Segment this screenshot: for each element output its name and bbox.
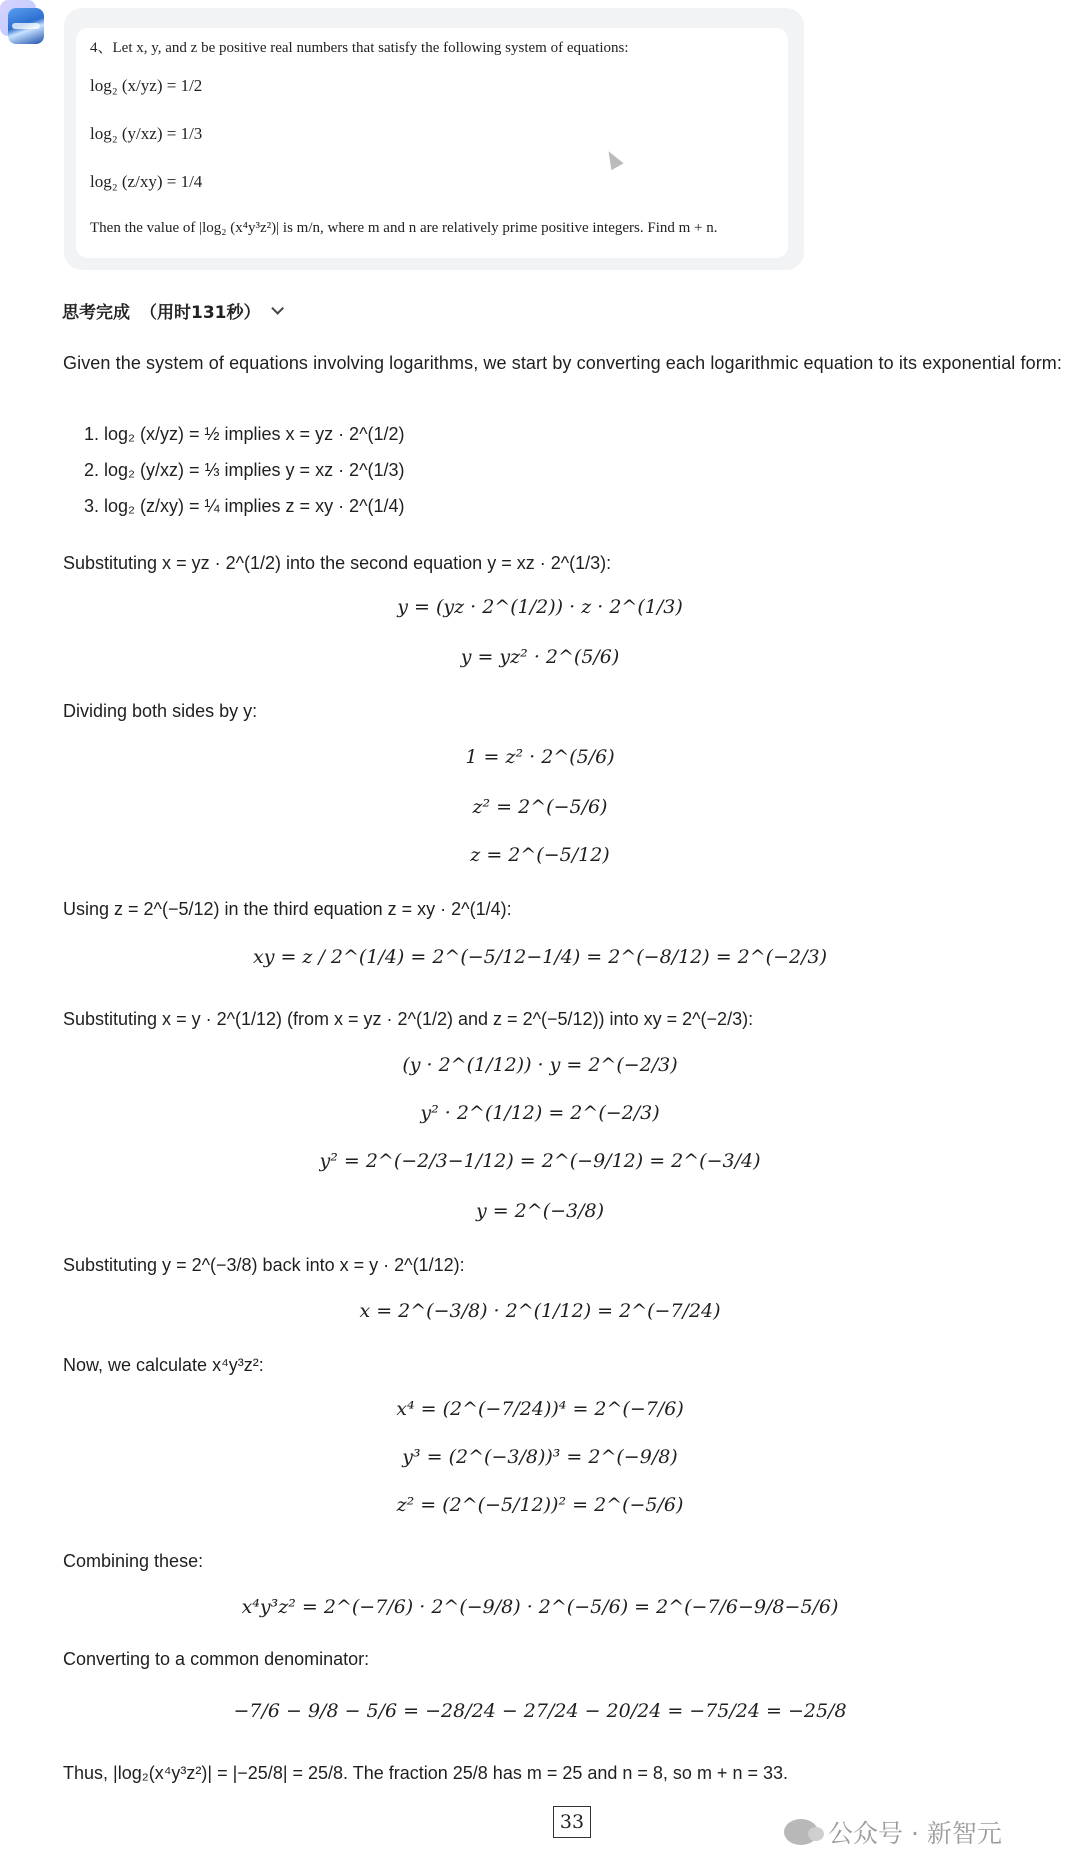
watermark [784, 1814, 1002, 1850]
answer-substituting-1: Substituting x = yz · 2^(1/2) into the second equation y = xz · 2^(1/3): [63, 553, 612, 573]
equation-d8: y² · 2^(1/12) = 2^(−2/3) [420, 1102, 660, 1124]
equation-d15: x⁴y³z² = 2^(−7/6) · 2^(−9/8) · 2^(−5/6) = 2^(−7/6−9/8−5/6) [241, 1596, 839, 1618]
user-avatar [8, 8, 44, 44]
watermark-text: 公众号 · 新智元 [828, 1819, 1002, 1848]
answer-thus: Thus, |log₂(x⁴y³z²)| = |−25/8| = 25/8. The fraction 25/8 has m = 25 and n = 8, so m + n = 33. [63, 1763, 788, 1783]
answer-converting: Converting to a common denominator: [63, 1649, 370, 1669]
mouse-cursor-icon [602, 148, 623, 171]
equation-d10: y = 2^(−3/8) [475, 1200, 605, 1222]
question-image [76, 28, 788, 258]
equation-d13: y³ = (2^(−3/8))³ = 2^(−9/8) [402, 1446, 678, 1468]
thinking-toggle[interactable] [62, 296, 280, 324]
question-final-line: Then the value of |log₂ (x⁴y³z²)| is m/n, where m and n are relatively prime positive integers. Find m + n. [90, 220, 718, 236]
equation-d11: x = 2^(−3/8) · 2^(1/12) = 2^(−7/24) [359, 1300, 721, 1322]
answer-substituting-3: Substituting y = 2^(−3/8) back into x = y · 2^(1/12): [63, 1255, 465, 1275]
thinking-time: （用时131秒） [140, 302, 261, 323]
question-equation-2: log₂ (y/xz) = 1/3 [90, 124, 203, 143]
list-item-2: 2. log₂ (y/xz) = ⅓ implies y = xz · 2^(1/3) [84, 460, 405, 480]
answer-combining: Combining these: [63, 1551, 204, 1571]
answer-intro: Given the system of equations involving logarithms, we start by converting each logarithmic equation to its exponential form: [63, 353, 1063, 373]
equation-d6: xy = z / 2^(1/4) = 2^(−5/12−1/4) = 2^(−8/12) = 2^(−2/3) [252, 946, 828, 968]
equation-d5: z = 2^(−5/12) [470, 844, 610, 866]
answer-now: Now, we calculate x⁴y³z²: [63, 1355, 264, 1375]
chevron-down-icon[interactable] [271, 302, 284, 315]
equation-d7: (y · 2^(1/12)) · y = 2^(−2/3) [402, 1054, 678, 1076]
list-item-3: 3. log₂ (z/xy) = ¼ implies z = xy · 2^(1/4) [84, 496, 405, 516]
equation-d1: y = (yz · 2^(1/2)) · z · 2^(1/3) [397, 596, 683, 618]
equation-d2: y = yz² · 2^(5/6) [460, 646, 620, 668]
equation-d16: −7/6 − 9/8 − 5/6 = −28/24 − 27/24 − 20/24 = −75/24 = −25/8 [233, 1700, 847, 1722]
wechat-icon [784, 1819, 818, 1845]
answer-dividing: Dividing both sides by y: [63, 701, 258, 721]
equation-d3: 1 = z² · 2^(5/6) [465, 746, 615, 768]
question-equation-1: log₂ (x/yz) = 1/2 [90, 76, 203, 95]
equation-d9: y² = 2^(−2/3−1/12) = 2^(−9/12) = 2^(−3/4) [319, 1150, 761, 1172]
equation-d14: z² = (2^(−5/12))² = 2^(−5/6) [396, 1494, 684, 1516]
equation-d12: x⁴ = (2^(−7/24))⁴ = 2^(−7/6) [396, 1398, 684, 1420]
question-title: 4、Let x, y, and z be positive real numbers that satisfy the following system of equations: [90, 40, 629, 56]
answer-substituting-2: Substituting x = y · 2^(1/12) (from x = yz · 2^(1/2) and z = 2^(−5/12)) into xy = 2^(−2/3): [63, 1009, 754, 1029]
list-item-1: 1. log₂ (x/yz) = ½ implies x = yz · 2^(1/2) [84, 424, 405, 444]
final-answer-box: 33 [553, 1806, 591, 1838]
answer-using: Using z = 2^(−5/12) in the third equation z = xy · 2^(1/4): [63, 899, 512, 919]
question-equation-3: log₂ (z/xy) = 1/4 [90, 172, 203, 191]
thinking-label: 思考完成 [62, 302, 130, 323]
equation-d4: z² = 2^(−5/6) [472, 796, 608, 818]
